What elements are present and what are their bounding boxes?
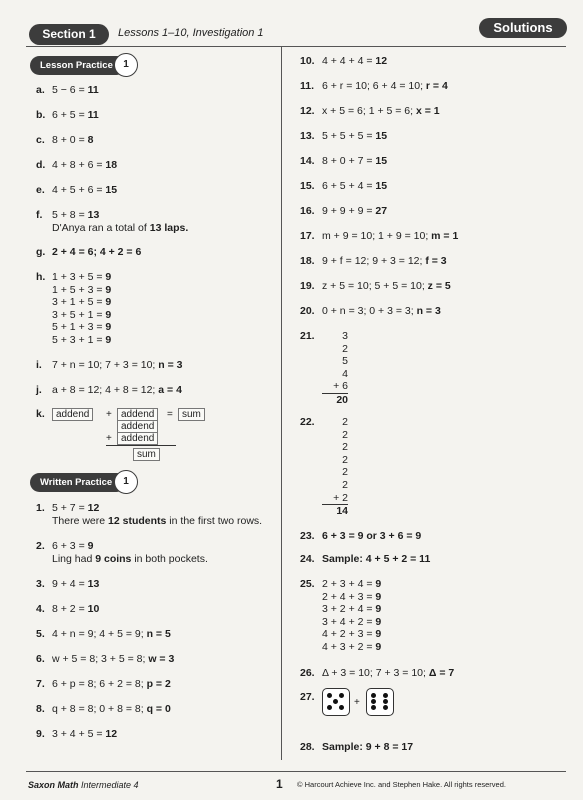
die-pip (371, 699, 376, 704)
written-line (322, 628, 381, 641)
equation-text: 9 + f = 12; 9 + 3 = 12; (322, 255, 426, 267)
equation-answer: Δ = 7 (428, 667, 455, 679)
written-line (322, 280, 451, 293)
written-line (52, 728, 117, 741)
equation-text: 9 + 9 + 9 = (322, 205, 376, 217)
equation-text: 1 + 5 + 3 = (52, 283, 106, 296)
lesson-line (52, 84, 99, 97)
written-item-label: 26. (300, 667, 315, 679)
lesson-item-label: c. (36, 134, 45, 146)
top-rule (26, 46, 566, 47)
die-pip (339, 693, 344, 698)
written-item-body (322, 305, 441, 318)
written-item-label: 16. (300, 205, 315, 217)
equation-text: 4 + 5 + 6 = (52, 184, 106, 196)
written-line (322, 530, 421, 543)
written-item-body (322, 280, 451, 293)
written-item-label: 9. (36, 728, 45, 740)
equation-text: 8 + 0 + 7 = (322, 155, 376, 167)
addend-digit: 2 (342, 466, 348, 479)
equation-text: 6 + 5 = (52, 109, 88, 121)
written-item-label: 4. (36, 603, 45, 615)
lesson-item-body (52, 84, 99, 97)
equation-answer: w = 3 (148, 653, 175, 665)
equation-text: x + 5 = 6; 1 + 5 = 6; (322, 105, 416, 117)
column-divider (281, 46, 282, 760)
word-box: addend (117, 432, 158, 445)
lesson-practice-number: 1 (114, 53, 138, 77)
equation-text: 8 + 0 = (52, 134, 88, 146)
equation-answer: Sample: 4 + 5 + 2 = 11 (322, 553, 431, 565)
page-number: 1 (276, 777, 283, 791)
sentence-answer: 13 laps. (149, 221, 189, 234)
written-item-label: 23. (300, 530, 315, 542)
equation-answer: 9 (105, 283, 112, 296)
lesson-practice-badge (30, 56, 129, 75)
equation-answer: 11 (87, 109, 99, 121)
lesson-item-body (52, 384, 182, 397)
written-item-label: 14. (300, 155, 315, 167)
lesson-item-label: h. (36, 271, 46, 283)
equation-text: 0 + n = 3; 0 + 3 = 3; (322, 305, 417, 317)
plus-sign: + (354, 697, 360, 708)
lesson-item-body (52, 246, 141, 259)
written-item-body (322, 230, 458, 243)
lesson-practice-title: Lesson Practice (40, 60, 113, 71)
equation-text: 4 + 3 + 2 = (322, 640, 376, 653)
written-item-body (52, 628, 171, 641)
lesson-item-body (52, 184, 117, 197)
word-box: sum (178, 408, 205, 421)
equation-answer: f = 3 (425, 255, 447, 267)
written-item-label: 18. (300, 255, 315, 267)
written-item-label: 8. (36, 703, 45, 715)
lesson-line (52, 284, 111, 297)
written-item-label: 25. (300, 578, 315, 590)
equation-answer: 9 (375, 578, 382, 590)
equation-text: 3 + 2 + 4 = (322, 603, 376, 615)
written-item-body (322, 578, 381, 653)
sentence-answer: 12 students (108, 514, 167, 527)
written-line (322, 55, 387, 68)
lesson-line (52, 384, 182, 397)
written-line (322, 741, 413, 754)
lesson-item-body (52, 209, 188, 234)
equation-answer: 13 (87, 578, 100, 590)
addend-digit: 5 (342, 355, 348, 368)
lesson-item-label: b. (36, 109, 46, 121)
lesson-line (52, 159, 117, 172)
written-item-label: 15. (300, 180, 315, 192)
equation-answer: 9 (375, 615, 382, 628)
written-item-body (52, 653, 174, 666)
lesson-line (52, 309, 111, 322)
die-pip (371, 705, 376, 710)
equation-text: 5 + 5 + 5 = (322, 130, 376, 142)
written-practice-badge (30, 473, 129, 492)
written-item-label: 17. (300, 230, 315, 242)
equation-answer: 6 + 3 = 9 or 3 + 6 = 9 (322, 530, 422, 542)
equation-answer: n = 3 (416, 305, 441, 317)
sentence-text: There were (52, 514, 109, 527)
equation-answer: a = 4 (158, 384, 182, 396)
equation-text: 5 + 3 + 1 = (52, 333, 106, 346)
written-item-body (322, 55, 387, 68)
footer-book-title: Saxon Math Intermediate 4 (28, 780, 139, 790)
written-item-body (52, 540, 208, 565)
written-line (52, 578, 99, 591)
equation-answer: 18 (105, 159, 118, 171)
written-line (322, 553, 430, 566)
equation-answer: 27 (375, 205, 388, 217)
addend-digit: 2 (342, 441, 348, 454)
written-item-label: 6. (36, 653, 45, 665)
equation-answer: 9 (105, 271, 112, 283)
sentence-text: in the first two rows. (166, 514, 263, 527)
equation-answer: 15 (375, 180, 388, 192)
bottom-rule (26, 771, 566, 772)
column-addition (322, 416, 348, 518)
addition-total: 14 (322, 504, 348, 518)
written-item-body (322, 741, 413, 754)
written-item-body (322, 105, 440, 118)
equation-text: 8 + 2 = (52, 603, 88, 615)
addend-digit: + 6 (333, 380, 348, 393)
written-item-body (322, 667, 454, 680)
written-line (322, 641, 381, 654)
written-item-label: 24. (300, 553, 315, 565)
equation-text: z + 5 = 10; 5 + 5 = 10; (322, 280, 428, 292)
lesson-item-label: d. (36, 159, 46, 171)
equation-text: 4 + 8 + 6 = (52, 159, 106, 171)
equation-answer: 8 (87, 134, 94, 146)
equation-answer: 9 (87, 540, 94, 552)
written-line (322, 155, 387, 168)
written-item-label: 19. (300, 280, 315, 292)
lesson-item-label: e. (36, 184, 45, 196)
written-practice-number: 1 (114, 470, 138, 494)
written-item-body (322, 255, 447, 268)
lesson-line (52, 359, 183, 372)
written-item-body (52, 502, 262, 527)
equation-text: m + 9 = 10; 1 + 9 = 10; (322, 230, 432, 242)
lesson-item-body (52, 159, 117, 172)
equation-answer: z = 5 (427, 280, 451, 292)
equation-text: 1 + 3 + 5 = (52, 271, 106, 283)
written-item-label: 7. (36, 678, 45, 690)
equation-answer: 15 (375, 130, 388, 142)
addend-digit: 2 (342, 428, 348, 441)
word-box: addend (117, 420, 158, 433)
equation-text: 7 + n = 10; 7 + 3 = 10; (52, 359, 159, 371)
addend-digit: 3 (342, 330, 348, 342)
die-pip (339, 705, 344, 710)
addend-digit: 4 (342, 367, 348, 380)
answer-sentence (52, 515, 262, 528)
written-line (322, 180, 387, 193)
written-line (322, 205, 387, 218)
equation-answer: 10 (87, 603, 100, 615)
addend-digit: 2 (342, 478, 348, 491)
equation-answer: 9 (105, 308, 112, 321)
written-line (52, 603, 99, 616)
equation-answer: n = 3 (158, 359, 183, 371)
equation-answer: Sample: 9 + 8 = 17 (322, 741, 414, 753)
written-line (322, 591, 381, 604)
written-line (52, 653, 174, 666)
die-pip (383, 699, 388, 704)
written-item-body (52, 603, 99, 616)
equation-answer: 9 (105, 321, 112, 333)
die-pip (327, 693, 332, 698)
copyright: © Harcourt Achieve Inc. and Stephen Hake. All rights reserved. (297, 780, 506, 789)
section-subtitle: Lessons 1–10, Investigation 1 (118, 27, 264, 39)
die-pip (383, 693, 388, 698)
solutions-badge: Solutions (479, 18, 567, 38)
die-six-icon (366, 688, 394, 716)
equation-answer: m = 1 (431, 230, 459, 242)
lesson-item-body (52, 134, 93, 147)
word-box: sum (133, 448, 160, 461)
written-line (322, 667, 454, 680)
written-line (322, 305, 441, 318)
addend-digit: 2 (342, 453, 348, 466)
equation-answer: 12 (105, 728, 118, 740)
equation-answer: 15 (375, 155, 388, 167)
equation-answer: n = 5 (146, 628, 171, 640)
lesson-item-label: a. (36, 84, 45, 96)
equation-text: 4 + n = 9; 4 + 5 = 9; (52, 628, 147, 640)
written-item-label: 3. (36, 578, 45, 590)
lesson-line (52, 184, 117, 197)
lesson-item-label: k. (36, 408, 45, 420)
written-item-body (52, 678, 171, 691)
written-item-label: 11. (300, 80, 315, 92)
equation-text: 5 + 1 + 3 = (52, 321, 106, 333)
equation-answer: 2 + 4 = 6; 4 + 2 = 6 (52, 246, 142, 258)
written-item-label: 21. (300, 330, 315, 342)
equation-answer: p = 2 (146, 678, 171, 690)
equation-answer: q = 0 (146, 703, 171, 715)
written-item-body (322, 530, 421, 543)
die-pip (333, 699, 338, 704)
addend-digit: + 2 (333, 491, 348, 504)
written-item-label: 22. (300, 416, 315, 428)
lesson-item-body (52, 109, 99, 122)
equation-text: 6 + 3 = (52, 540, 88, 552)
equation-text: 2 + 3 + 4 = (322, 578, 376, 590)
lesson-item-label: j. (36, 384, 42, 396)
written-line (52, 540, 208, 553)
die-pip (371, 693, 376, 698)
equation-answer: 9 (375, 640, 382, 653)
written-item-body (322, 205, 387, 218)
written-item-label: 13. (300, 130, 315, 142)
answer-sentence (52, 553, 208, 566)
equation-text: a + 8 = 12; 4 + 8 = 12; (52, 384, 159, 396)
written-line (52, 678, 171, 691)
sentence-text: D'Anya ran a total of (52, 221, 150, 234)
equation-text: 5 + 8 = (52, 209, 88, 221)
lesson-line (52, 134, 93, 147)
operator: = (167, 409, 173, 420)
equation-answer: 9 (105, 296, 112, 308)
written-line (322, 616, 381, 629)
written-item-label: 12. (300, 105, 315, 117)
addition-total: 20 (322, 393, 348, 407)
equation-text: 5 + 7 = (52, 502, 88, 514)
written-item-label: 20. (300, 305, 315, 317)
equation-text: Δ + 3 = 10; 7 + 3 = 10; (322, 667, 429, 679)
sentence-answer: 9 coins (95, 552, 132, 565)
equation-text: 3 + 4 + 2 = (322, 615, 376, 628)
written-line (322, 130, 387, 143)
addend-digit: 2 (342, 342, 348, 355)
operator: + (106, 409, 112, 420)
equation-text: 3 + 4 + 5 = (52, 728, 106, 740)
lesson-item-body (52, 359, 183, 372)
written-line (322, 230, 458, 243)
written-item-label: 27. (300, 691, 315, 703)
die-five-icon (322, 688, 350, 716)
written-line (322, 603, 381, 616)
equation-text: w + 5 = 8; 3 + 5 = 8; (52, 653, 149, 665)
written-line (52, 703, 171, 716)
written-line (52, 502, 262, 515)
equation-answer: 15 (105, 184, 118, 196)
equation-text: 3 + 1 + 5 = (52, 296, 106, 308)
lesson-line (52, 109, 99, 122)
equation-answer: 12 (375, 55, 388, 67)
equation-text: 2 + 4 + 3 = (322, 590, 376, 603)
lesson-line (52, 296, 111, 309)
written-line (322, 578, 381, 591)
written-item-label: 1. (36, 502, 45, 514)
lesson-item-label: i. (36, 359, 42, 371)
written-item-label: 5. (36, 628, 45, 640)
equation-answer: 13 (87, 209, 100, 221)
written-line (322, 255, 447, 268)
equation-answer: 9 (375, 590, 382, 603)
equation-answer: x = 1 (415, 105, 440, 117)
die-pip (327, 705, 332, 710)
equation-answer: r = 4 (425, 80, 448, 92)
written-line (322, 80, 448, 93)
lesson-item-body (52, 271, 111, 346)
written-item-body (52, 703, 171, 716)
equation-answer: 9 (375, 628, 382, 640)
equation-text: q + 8 = 8; 0 + 8 = 8; (52, 703, 147, 715)
word-box: addend (52, 408, 93, 421)
written-item-label: 2. (36, 540, 45, 552)
written-item-body (322, 80, 448, 93)
sum-rule (106, 445, 176, 446)
operator: + (106, 433, 112, 444)
written-line (52, 628, 171, 641)
lesson-line (52, 246, 141, 259)
written-item-body (322, 180, 387, 193)
equation-answer: 9 (105, 333, 112, 346)
equation-text: 3 + 5 + 1 = (52, 308, 106, 321)
column-addition (322, 330, 348, 407)
written-item-body (322, 130, 387, 143)
equation-text: 4 + 2 + 3 = (322, 628, 376, 640)
equation-answer: 12 (87, 502, 100, 514)
equation-text: 5 − 6 = (52, 84, 88, 96)
addend-digit: 2 (342, 416, 348, 428)
equation-text: 6 + 5 + 4 = (322, 180, 376, 192)
equation-answer: 9 (375, 603, 382, 615)
lesson-line (52, 334, 111, 347)
equation-text: 6 + r = 10; 6 + 4 = 10; (322, 80, 426, 92)
lesson-line (52, 209, 188, 222)
equation-answer: 11 (87, 84, 99, 96)
answer-sentence (52, 222, 188, 235)
word-box: addend (117, 408, 158, 421)
equation-text: 6 + p = 8; 6 + 2 = 8; (52, 678, 147, 690)
written-item-label: 28. (300, 741, 315, 753)
equation-text: 9 + 4 = (52, 578, 88, 590)
sentence-text: in both pockets. (131, 552, 208, 565)
equation-text: 4 + 4 + 4 = (322, 55, 376, 67)
die-pip (383, 705, 388, 710)
lesson-item-label: g. (36, 246, 46, 258)
written-line (322, 105, 440, 118)
written-item-body (322, 553, 430, 566)
written-item-body (52, 728, 117, 741)
written-item-body (52, 578, 99, 591)
lesson-line (52, 321, 111, 334)
written-practice-title: Written Practice (40, 477, 113, 488)
lesson-line (52, 271, 111, 284)
written-item-label: 10. (300, 55, 315, 67)
sentence-text: Ling had (52, 552, 96, 565)
written-item-body (322, 155, 387, 168)
lesson-item-label: f. (36, 209, 43, 221)
section-badge: Section 1 (29, 24, 109, 45)
